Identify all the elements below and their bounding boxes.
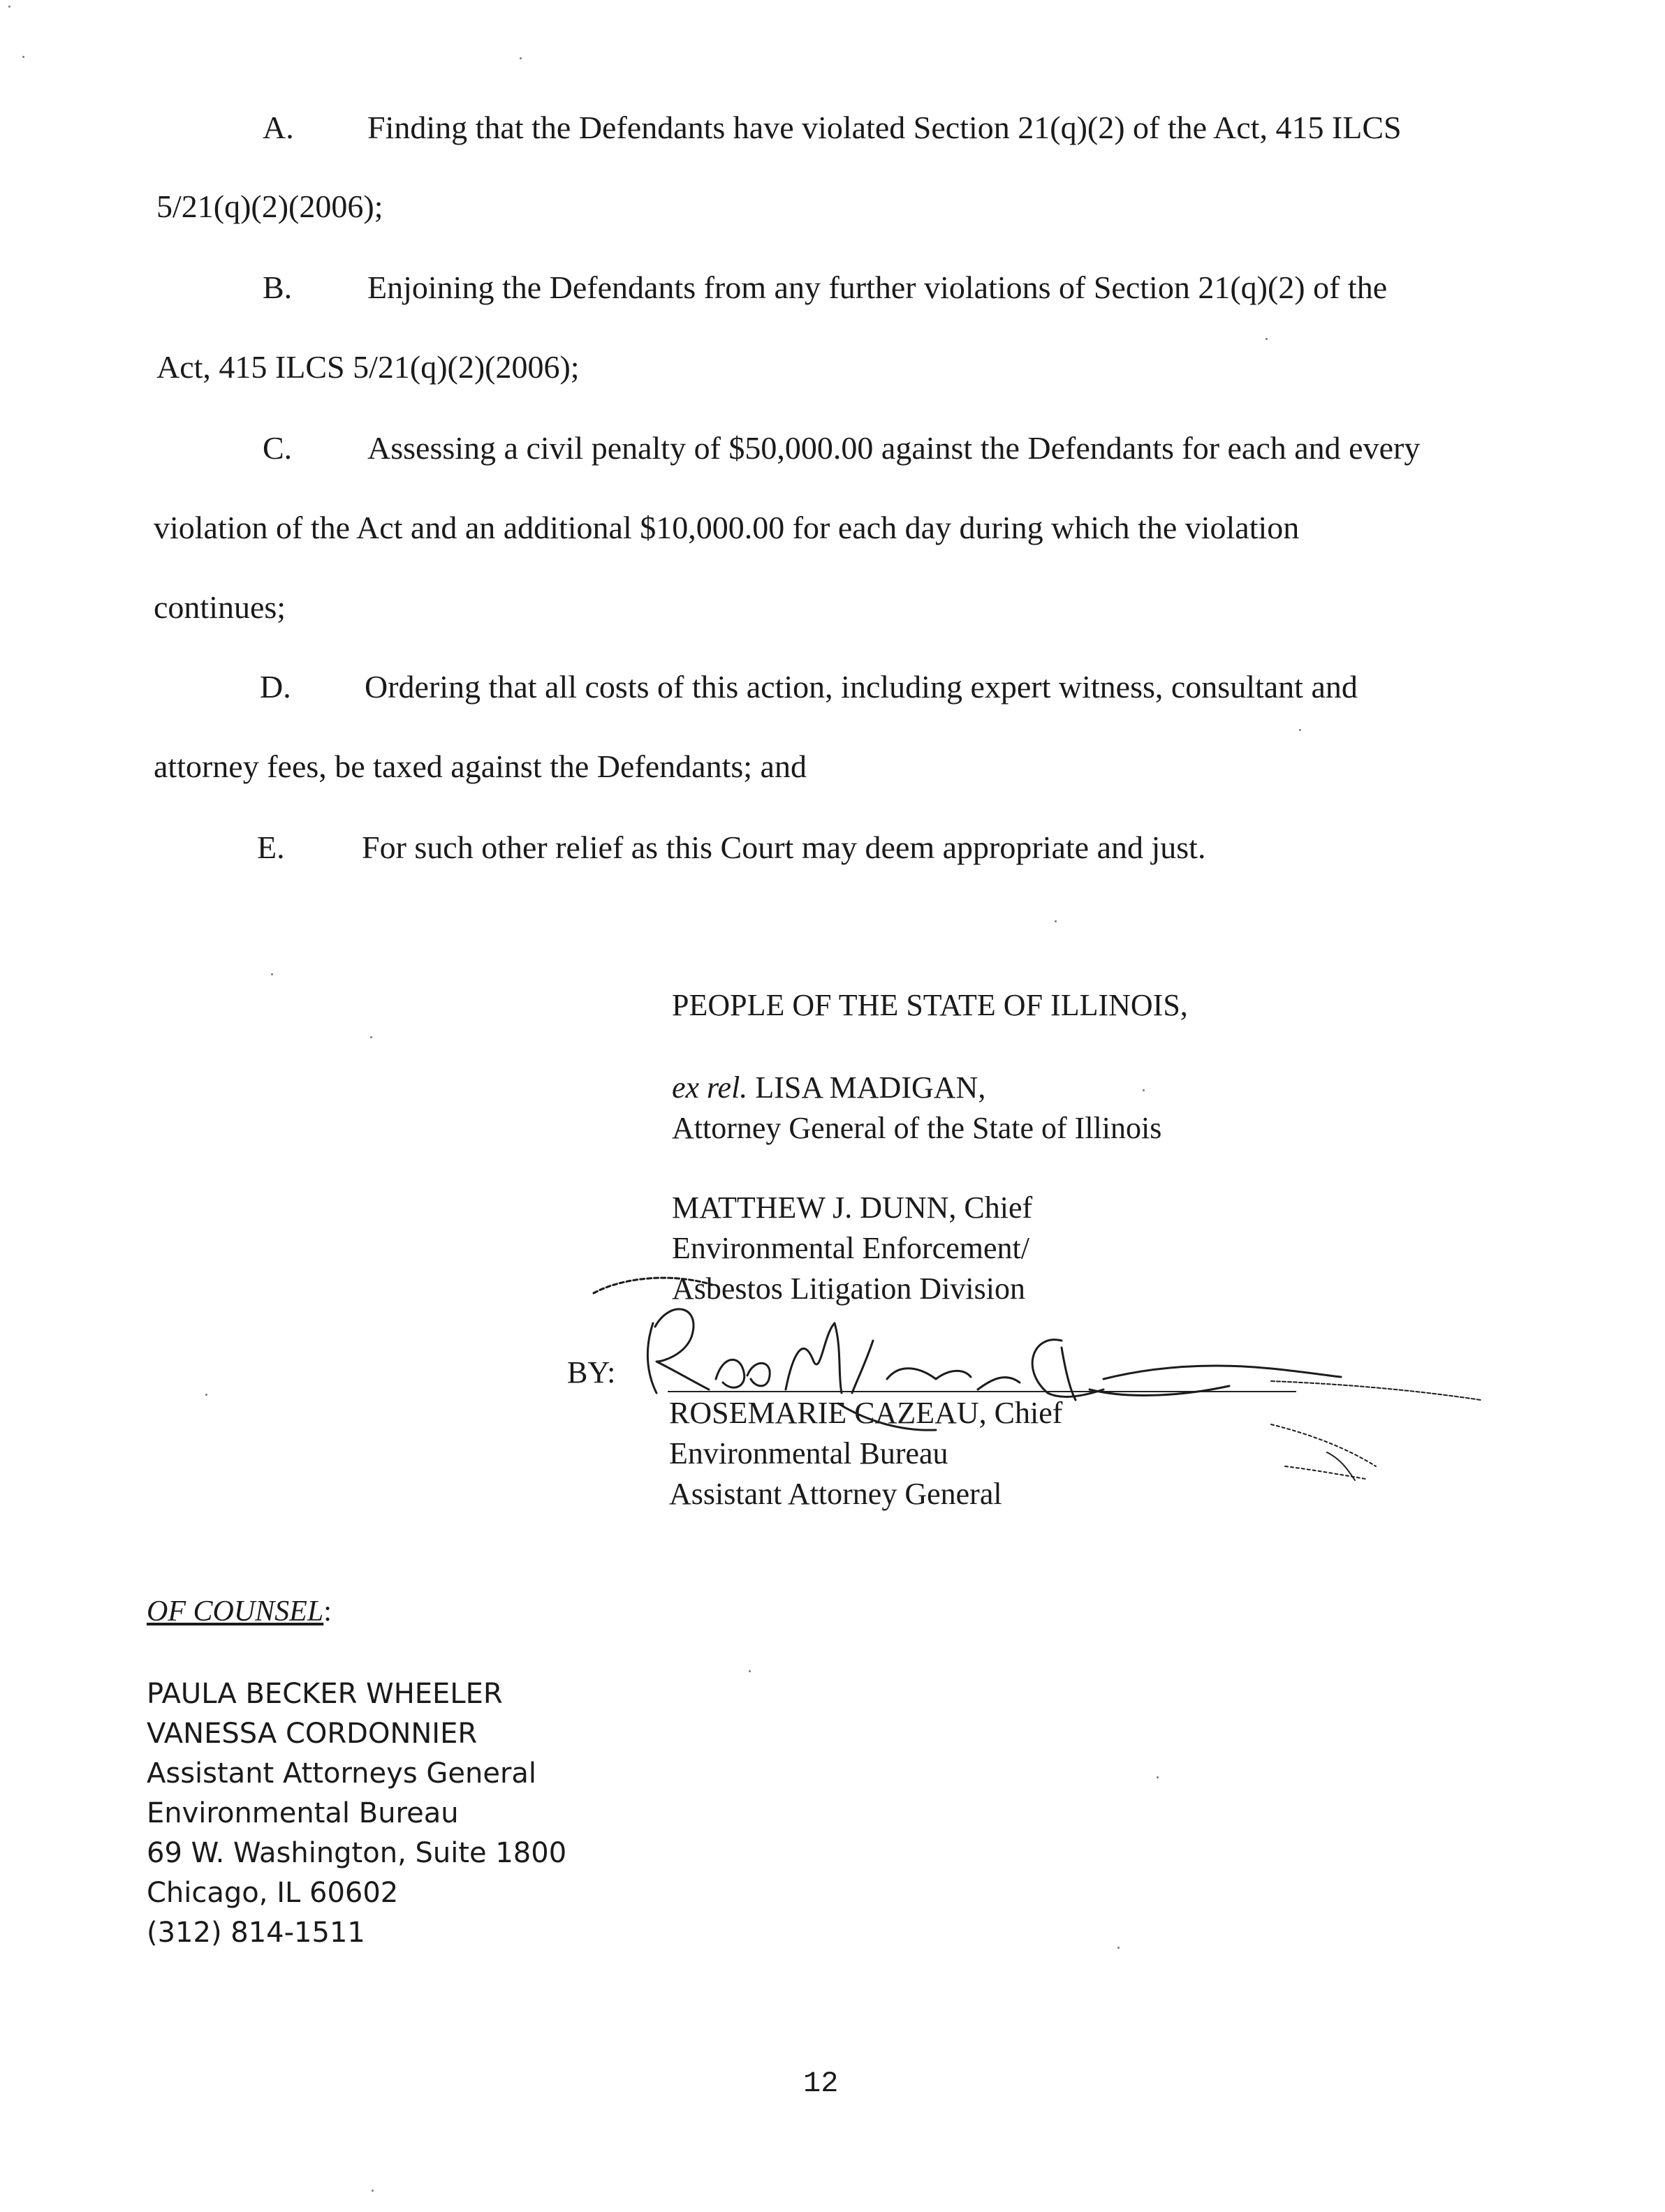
scan-speck	[520, 57, 522, 59]
scan-speck	[1055, 920, 1057, 922]
counsel-bureau: Environmental Bureau	[147, 1797, 459, 1829]
scan-speck	[1299, 729, 1301, 731]
prayer-item-b-line1	[263, 268, 1387, 307]
prayer-item-d-text: Ordering that all costs of this action, including expert witness, consultant and	[365, 669, 1358, 705]
counsel-address-1: 69 W. Washington, Suite 1800	[147, 1837, 567, 1869]
scan-speck	[271, 973, 273, 975]
counsel-address-2: Chicago, IL 60602	[147, 1877, 399, 1909]
prayer-item-d-letter: D.	[260, 669, 291, 705]
counsel-title: Assistant Attorneys General	[147, 1757, 537, 1790]
scan-speck	[370, 1036, 372, 1038]
scan-speck	[749, 1670, 751, 1672]
prayer-item-e-letter: E.	[257, 830, 285, 865]
division-line1: Environmental Enforcement/	[672, 1231, 1029, 1265]
prayer-item-c-line1	[263, 429, 1420, 468]
counsel-heading-text: OF COUNSEL	[147, 1595, 324, 1628]
prayer-item-e-text: For such other relief as this Court may deem appropriate and just.	[362, 830, 1206, 865]
scan-speck	[372, 2190, 374, 2192]
scan-speck	[8, 6, 10, 8]
scan-speck	[1266, 338, 1268, 340]
prayer-item-c-letter: C.	[263, 430, 293, 466]
prayer-item-a-line1	[263, 108, 1402, 147]
attorney-general-title: Attorney General of the State of Illinois	[672, 1111, 1162, 1145]
scan-speck	[1143, 1089, 1145, 1091]
ex-rel-name: LISA MADIGAN,	[755, 1070, 986, 1105]
counsel-name-2: VANESSA CORDONNIER	[147, 1718, 478, 1750]
ex-rel-prefix: ex rel.	[672, 1070, 748, 1105]
prayer-item-a-line2: 5/21(q)(2)(2006);	[156, 189, 383, 224]
prayer-item-c-line2: violation of the Act and an additional $10,000.00 for each day during which the violation	[154, 510, 1300, 545]
signer-bureau: Environmental Bureau	[669, 1436, 948, 1470]
page-number: 12	[803, 2067, 839, 2100]
party-name: PEOPLE OF THE STATE OF ILLINOIS,	[672, 988, 1188, 1022]
prayer-item-d-line2: attorney fees, be taxed against the Defendants; and	[154, 749, 807, 784]
scan-speck	[22, 56, 24, 58]
counsel-phone: (312) 814-1511	[147, 1917, 365, 1949]
prayer-item-a-text: Finding that the Defendants have violated Section 21(q)(2) of the Act, 415 ILCS	[367, 110, 1402, 145]
handwritten-signature	[573, 1257, 1536, 1522]
prayer-item-c-text: Assessing a civil penalty of $50,000.00 against the Defendants for each and every	[367, 430, 1421, 466]
scan-speck	[205, 1394, 207, 1396]
prayer-item-b-text: Enjoining the Defendants from any further violations of Section 21(q)(2) of the	[367, 270, 1388, 305]
prayer-item-c-line3: continues;	[154, 589, 286, 625]
signer-title: Assistant Attorney General	[669, 1477, 1002, 1511]
scan-speck	[1117, 1947, 1120, 1949]
division-line2: Asbestos Litigation Division	[672, 1271, 1025, 1306]
counsel-heading	[147, 1592, 332, 1632]
prayer-item-a-letter: A.	[263, 110, 294, 145]
by-label: BY:	[567, 1355, 616, 1389]
signer-name: ROSEMARIE CAZEAU, Chief	[669, 1396, 1063, 1430]
prayer-item-e-line1	[257, 828, 1205, 867]
chief-name: MATTHEW J. DUNN, Chief	[672, 1190, 1033, 1225]
counsel-name-1: PAULA BECKER WHEELER	[147, 1678, 503, 1710]
prayer-item-b-letter: B.	[263, 270, 293, 305]
prayer-item-d-line1	[260, 668, 1358, 707]
prayer-item-b-line2: Act, 415 ILCS 5/21(q)(2)(2006);	[156, 349, 580, 385]
counsel-heading-colon: :	[323, 1595, 332, 1628]
scan-speck	[1157, 1776, 1159, 1778]
ex-rel-line	[672, 1068, 985, 1107]
